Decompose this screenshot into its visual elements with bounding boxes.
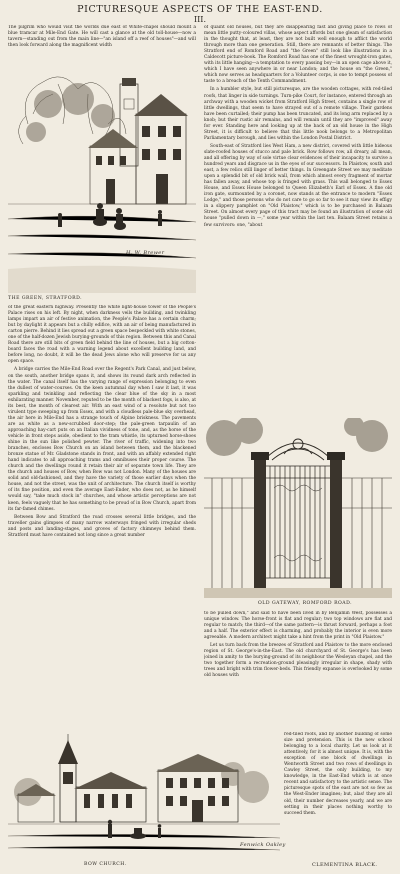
illustration-old-gateway bbox=[204, 418, 392, 598]
column-1-body bbox=[8, 305, 196, 729]
column-2-top bbox=[204, 25, 392, 445]
green-stratford-engraving bbox=[8, 54, 196, 293]
paragraph: to be pulled down," and said to have been lived in by Benjamin West, possesses a unique window. The horse-front is flat and regular; two top windows are flat and regular to match; the third—of the same pattern—is thrust forward, perhaps a foot and a half. The exterior effect is charming, and probably the interior is even more agreeable. A modern architect might take a hint from the print in "Old Plaistow." bbox=[204, 611, 392, 641]
bow-church-engraving bbox=[8, 732, 280, 860]
paragraph: The pilgrim who would visit the worlds due east of White-chapel should mount a blue tramcar at Mile-End Gate. He will cast a glance at the old toll-house—now a tavern—standing out from the main line—"an island off a reef of houses"—and will then look forward along the magnificent width bbox=[8, 25, 196, 49]
old-gateway-engraving bbox=[204, 418, 392, 598]
illustration-the-green-stratford bbox=[8, 54, 196, 293]
paragraph: South-east of Stratford lies West Ham, a new district, covered with little hideous slate-roofed houses of stucco and pale brick. Row follows row, all dreary, all mean, and all offering by way of sole virtue clear evidences of their incapacity to survive a hundred years and disgrace us in the eyes of our successors. In Plaistow, south and east, a few relics still linger of better things. In Greengate Street we may meditate upon a splendid bit of old brick wall, from which almost every fragment of mortar has fallen away, and whose top is fringed with grass. This wall belonged to Essex House, and Essex House belonged to Queen Elizabeth's Earl of Essex. A fine old iron gate, surmounted by a coronet, now stands at the entrance to modern "Essex Lodge," and those persons who do not care to go so far to see it may view its effigy in a slippery pamphlet on "Old Plaistow," which is to be purchased in Balaam Street. On almost every page of this tract may be found an illustration of some old house "pulled down in —," some year within the last ten. Balaam Street retains a few survivors: one, "about bbox=[204, 143, 392, 228]
column-1-top bbox=[8, 25, 196, 53]
paragraph: In a humbler style, but still picturesque, are the wooden cottages, with red-tiled roofs, that linger in side turnings. Turn-pike Court, for instance, entered through an archway with a wooden wicket from Stratford High Street, contains a single row of little dwellings, that seem to have strayed out of a remote village. Their gardens have been curtailed; their pump has been truncated, and its long arm replaced by a knob; but their rustic air remains, and will remain until they are "improved" away for ever. Standing here and looking up at the back of an old house in the High Street, it is difficult to believe that this little nook belongs to a Metropolitan Parliamentary borough, and lies within the London Postal District. bbox=[204, 87, 392, 141]
article-title: PICTURESQUE ASPECTS OF THE EAST-END. bbox=[77, 4, 323, 15]
caption-bow-church: BOW CHURCH. bbox=[84, 862, 127, 867]
column-2-middle bbox=[204, 611, 392, 731]
caption-the-green-stratford: THE GREEN, STRATFORD. bbox=[8, 296, 83, 301]
artist-signature: H. W. Brewer bbox=[126, 250, 165, 256]
paragraph: A bridge carries the Mile-End Road over the Regent's Park Canal, and just below, on the south, another bridge spans it, and shows its round dark arch reflected in the water. The canal itself has the varying range of expression belonging to even the dullest of water-courses. On the keen autumnal day when I saw it last, it was sparkling and twinkling and reflecting the clear blue of the sky in a most exhilarating manner. November, reputed to be the month of blackest fogs, is also, at its best, the month of clearest air. With an east wind of a resolute but not too virulent type sweeping up from Essex, and with a cloudless pale-blue sky overhead, the air here in Mile-End has a strange touch of Alpine briskness. The pavements are as white as a new-scrubbed door-step; the pale-green tarpaulin of an approaching hay-cart puts on an Italian vividness of tone, and, as the horse of the vehicle in front steps aside, obedient to the tram whistle, its upturned horse-shoes shine in the sun like polished pewter. The river of traffic, widening into two branches, encloses Bow Church on an island between them, and the blackened bronze statue of Mr. Gladstone stands in front, and with an affably extended right hand indicates to all approaching trams and omnibuses their proper course. The church and the dwellings round it retain their air of separate town life. They are the church and houses of Bow, when Bow was not London. Many of the houses are solid and old-fashioned, and they have the variety of those earlier days when the house, and not the street, was the unit of architecture. The church itself is worthy of its fine position, and even the average East-Ender, who does not, as he himself would say, "take much stock in" churches, and whose artistic perceptions are not keen, feels vaguely that he has something to be proud of in Bow Church, apart from its far-famed chimes. bbox=[8, 367, 196, 512]
illustration-bow-church bbox=[8, 732, 286, 860]
column-2-narrow bbox=[284, 732, 392, 858]
paragraph: Between Bow and Stratford the road crosses several little bridges, and the traveller gains glimpses of many narrow waterways fringed with irregular sheds and posts and landing-stages, and groves of factory chimneys behind them. Stratford must have contained not long since a great number bbox=[8, 514, 196, 538]
paragraph: of the great eastern highway. Presently the white light-house tower of the People's Palace rises on his left. By night, when darkness veils the building, and twinkling lamps impart an air of festive animation, the People's Palace has a certain charm; but by daylight it appears but a chilly edifice, with an air of being manufactured in carton pierre. Behind it lies spread out a green space bespeckled with white stones, one of the half-dozen Jewish burying-grounds of this region. Between this and Canal Road there are still bits of green field behind the line of houses, but a big cotton-board faces the road with a warning legend about excellent building land, and before long, no doubt, it will be the dead Jews alone who will preserve for us any open space. bbox=[8, 305, 196, 365]
paragraph: of quaint old houses, but they are disappearing fast and giving place to rows of mean little putty-coloured villas, whose aspect affords but one gleam of satisfaction in the thought that, at least, they are not built well enough to afflict the world through more than one generation. Still, there are remnants of better things. The Stratford end of Romford Road and "the Green" still look like illustrations in a Caldecott picture-book. The Romford Road has one of the finest wrought-iron gates, with its little hanging—a temptation to every passing boy—in an open cage above it, which I have seen anywhere in or near London; and the house on "the Green," which now serves as headquarters for a Volunteer corps, is one to tempt possess of taste to a breach of the Tenth Commandment. bbox=[204, 25, 392, 85]
author-signature: CLEMENTINA BLACK. bbox=[312, 862, 378, 868]
paragraph: Let us turn back from the breezes of Stratford and Plaistow to the more enclosed region of St. George's-in-the-East. The old churchyard of St. George's has been joined in amity to the burying-ground of its neighbour the Wesleyan chapel, and the two together form a recreation-ground pleasingly irregular in shape, shady with trees and bright with trim flower-beds. This friendly expanse is overlooked by some old houses with bbox=[204, 643, 392, 679]
artist-signature: Fenwick Oakley bbox=[240, 842, 286, 848]
part-numeral: III. bbox=[193, 15, 207, 24]
paragraph: red-tiled roofs, and by another building of some size and pretension. This is the new school belonging to a local charity. Let us look at it attentively, for it is almost unique. It is, with the exception of one block of dwellings in Wentworth Street and two rows of dwellings in Cawley Street, the only building, to my knowledge, in the East-End which is at once recent and satisfactory to the artistic sense. The picturesque spots of the east are not so few as the West-Ender imagines; but, alas! they are all old, their number decreases yearly, and we are setting in their places nothing worthy to succeed them. bbox=[284, 732, 392, 816]
caption-old-gateway: OLD GATEWAY, ROMFORD ROAD. bbox=[258, 601, 353, 606]
